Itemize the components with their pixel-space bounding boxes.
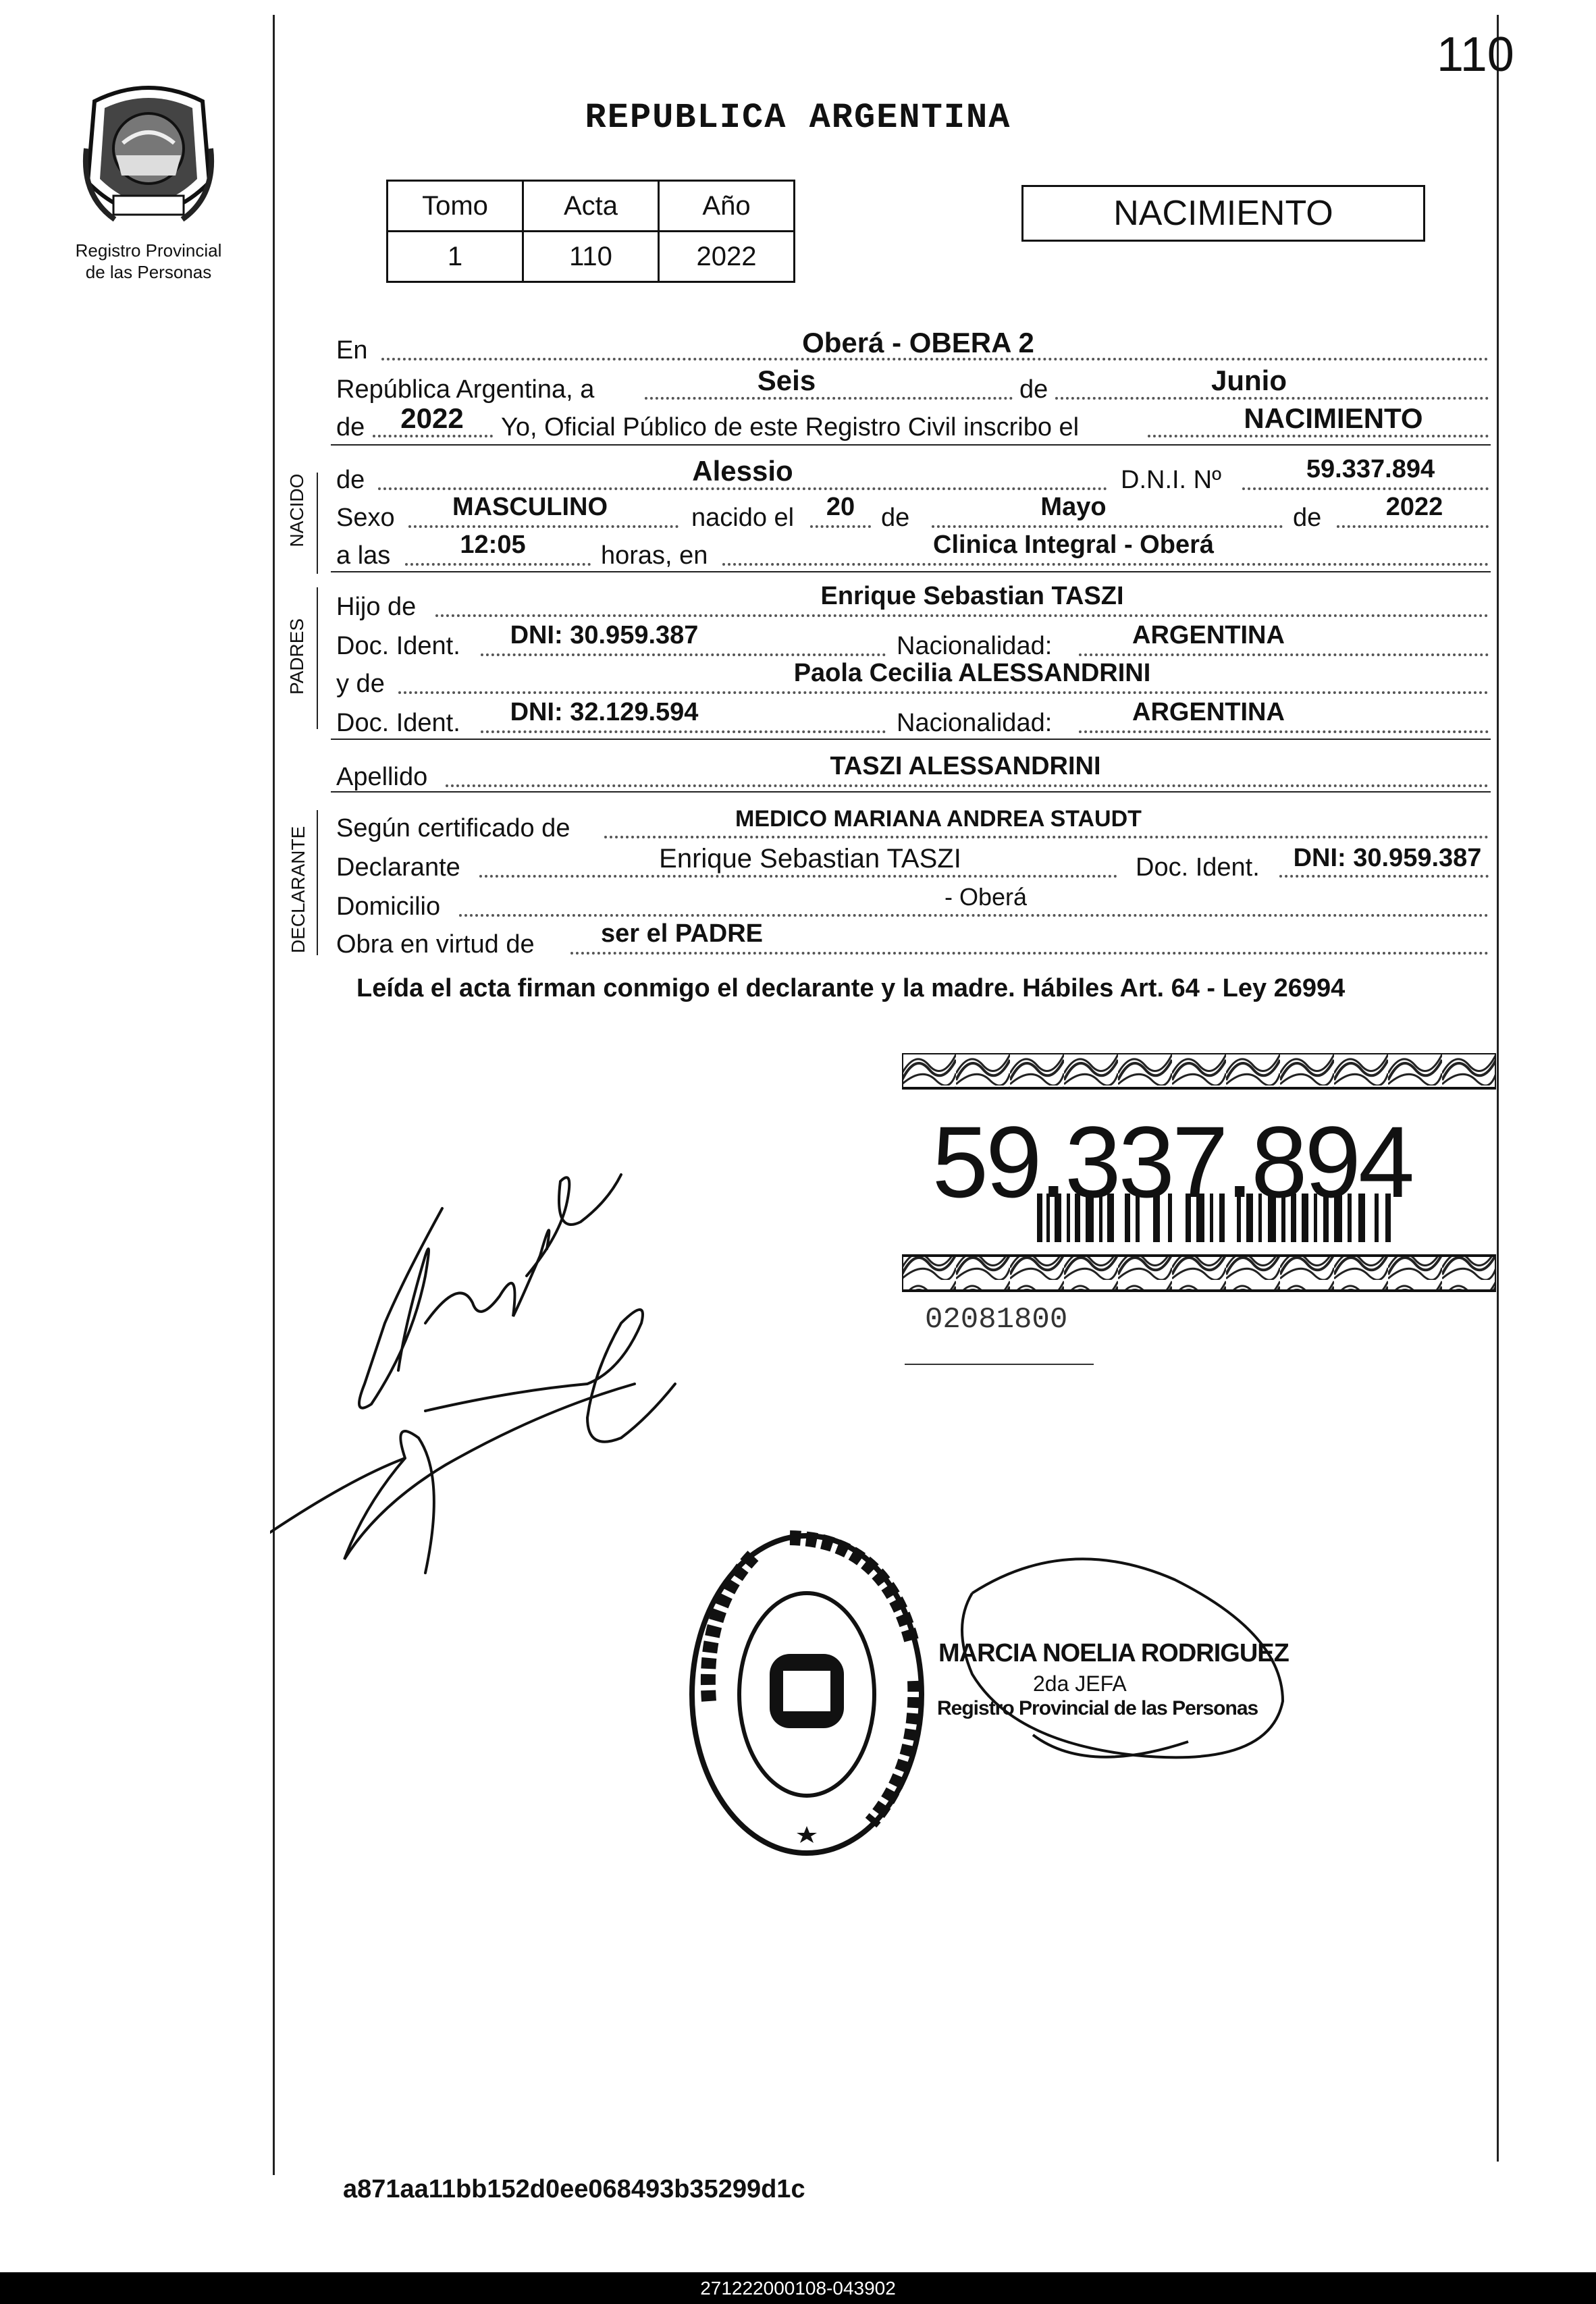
father-dots bbox=[435, 614, 1489, 617]
dni-stamp-number: 59.337.894 bbox=[932, 1105, 1412, 1218]
mother-dots bbox=[398, 691, 1489, 694]
mother-value: Paola Cecilia ALESSANDRINI bbox=[793, 659, 1151, 687]
day-value: Seis bbox=[757, 365, 816, 396]
year-dots bbox=[373, 435, 493, 437]
child-name-dots bbox=[378, 487, 1107, 490]
decl-doc-label: Doc. Ident. bbox=[1136, 853, 1260, 882]
mother-nat-value: ARGENTINA bbox=[1132, 698, 1285, 726]
ref-value-anio: 2022 bbox=[659, 232, 795, 282]
child-name-value: Alessio bbox=[692, 455, 793, 487]
birth-de2-label: de bbox=[1293, 504, 1322, 532]
dom-dots bbox=[459, 914, 1489, 917]
dni-stamp-serial: 02081800 bbox=[925, 1303, 1068, 1337]
official-role: 2da JEFA bbox=[1033, 1671, 1127, 1696]
cert-label: Según certificado de bbox=[336, 814, 570, 842]
birth-year-dots bbox=[1337, 525, 1489, 528]
mother-doc-dots bbox=[481, 730, 886, 733]
birth-day-dots bbox=[810, 525, 871, 528]
sex-label: Sexo bbox=[336, 504, 395, 532]
padres-section-label: PADRES bbox=[286, 618, 307, 695]
page-number: 110 bbox=[1437, 28, 1514, 82]
document-hash: a871aa11bb152d0ee068493b35299d1c bbox=[343, 2175, 805, 2203]
father-label: Hijo de bbox=[336, 593, 417, 621]
official-office: Registro Provincial de las Personas bbox=[937, 1697, 1258, 1719]
decl-dots bbox=[479, 875, 1117, 878]
separator-padres bbox=[331, 739, 1491, 740]
declarant-signature bbox=[270, 1100, 743, 1586]
virtue-dots bbox=[570, 952, 1489, 955]
record-type-box: NACIMIENTO bbox=[1021, 185, 1425, 242]
surname-label: Apellido bbox=[336, 763, 428, 791]
decl-value: Enrique Sebastian TASZI bbox=[659, 844, 961, 874]
provincia-misiones-seal-icon bbox=[74, 81, 223, 236]
dom-label: Domicilio bbox=[336, 892, 441, 921]
serial-underline bbox=[905, 1364, 1094, 1365]
surname-value: TASZI ALESSANDRINI bbox=[830, 752, 1101, 780]
birth-month-value: Mayo bbox=[1040, 493, 1107, 521]
year-de-label: de bbox=[336, 413, 365, 441]
mother-nat-dots bbox=[1079, 730, 1489, 733]
footer-code: 271222000108-043902 bbox=[0, 2272, 1596, 2304]
event-dots bbox=[1148, 435, 1489, 437]
country-title: REPUBLICA ARGENTINA bbox=[585, 98, 1011, 138]
decl-label: Declarante bbox=[336, 853, 460, 882]
child-name-label: de bbox=[336, 466, 365, 494]
month-dots bbox=[1055, 397, 1489, 400]
declarante-bracket bbox=[317, 810, 318, 955]
father-doc-label: Doc. Ident. bbox=[336, 632, 460, 660]
father-doc-dots bbox=[481, 653, 886, 656]
birth-de1-label: de bbox=[881, 504, 910, 532]
birth-year-value: 2022 bbox=[1385, 493, 1443, 521]
closing-text: Leída el acta firman conmigo el declarante y la madre. Hábiles Art. 64 - Ley 26994 bbox=[356, 974, 1346, 1002]
ref-value-acta: 110 bbox=[523, 232, 659, 282]
delegacion-registro-seal-icon bbox=[682, 1526, 932, 1863]
virtue-value: ser el PADRE bbox=[600, 919, 764, 948]
padres-bracket bbox=[317, 587, 318, 729]
child-dni-value: 59.337.894 bbox=[1306, 455, 1435, 483]
place-label: En bbox=[336, 336, 368, 365]
birth-day-value: 20 bbox=[826, 493, 855, 521]
nacido-bracket bbox=[317, 473, 318, 574]
decl-doc-dots bbox=[1279, 875, 1489, 878]
child-dni-label: D.N.I. Nº bbox=[1121, 466, 1221, 494]
birth-place-dots bbox=[722, 563, 1489, 566]
ref-value-tomo: 1 bbox=[388, 232, 523, 282]
mother-doc-value: DNI: 32.129.594 bbox=[510, 698, 699, 726]
father-nat-value: ARGENTINA bbox=[1132, 621, 1285, 649]
left-margin-line bbox=[273, 15, 275, 2175]
mother-label: y de bbox=[336, 670, 385, 698]
father-nat-dots bbox=[1079, 653, 1489, 656]
separator-top bbox=[331, 444, 1491, 446]
cert-value: MEDICO MARIANA ANDREA STAUDT bbox=[735, 806, 1142, 832]
logo-caption-line2: de las Personas bbox=[85, 262, 212, 282]
surname-dots bbox=[446, 784, 1489, 787]
father-nat-label: Nacionalidad: bbox=[897, 632, 1053, 660]
event-value: NACIMIENTO bbox=[1244, 402, 1423, 434]
birth-place-label: horas, en bbox=[601, 541, 708, 570]
mother-doc-label: Doc. Ident. bbox=[336, 709, 460, 737]
child-dni-dots bbox=[1242, 487, 1489, 490]
ref-header-anio: Año bbox=[659, 181, 795, 232]
father-value: Enrique Sebastian TASZI bbox=[820, 582, 1124, 610]
birth-month-dots bbox=[932, 525, 1283, 528]
official-name: MARCIA NOELIA RODRIGUEZ bbox=[938, 1639, 1289, 1667]
month-value: Junio bbox=[1211, 365, 1287, 396]
declarante-section-label: DECLARANTE bbox=[288, 826, 309, 953]
cert-dots bbox=[604, 836, 1489, 838]
nacido-section-label: NACIDO bbox=[286, 473, 307, 547]
right-margin-line bbox=[1497, 15, 1499, 2162]
ref-header-acta: Acta bbox=[523, 181, 659, 232]
dom-value: - Oberá bbox=[944, 883, 1028, 911]
reference-table bbox=[386, 180, 795, 283]
sex-dots bbox=[408, 525, 679, 528]
time-value: 12:05 bbox=[460, 531, 526, 559]
separator-surname bbox=[331, 791, 1491, 793]
virtue-label: Obra en virtud de bbox=[336, 930, 535, 959]
born-label: nacido el bbox=[691, 504, 795, 532]
time-dots bbox=[405, 563, 591, 566]
logo-caption-line1: Registro Provincial bbox=[75, 240, 222, 261]
time-label: a las bbox=[336, 541, 391, 570]
month-de-label: de bbox=[1019, 375, 1048, 404]
decl-doc-value: DNI: 30.959.387 bbox=[1293, 844, 1482, 872]
republic-label: República Argentina, a bbox=[336, 375, 595, 404]
day-dots bbox=[645, 397, 1013, 400]
place-value: Oberá - OBERA 2 bbox=[802, 327, 1034, 358]
year-value: 2022 bbox=[400, 402, 464, 434]
sex-value: MASCULINO bbox=[452, 493, 608, 521]
mother-nat-label: Nacionalidad: bbox=[897, 709, 1053, 737]
ref-header-tomo: Tomo bbox=[388, 181, 523, 232]
birth-place-value: Clinica Integral - Oberá bbox=[933, 531, 1214, 559]
inscription-text: Yo, Oficial Público de este Registro Civil inscribo el bbox=[501, 413, 1080, 441]
father-doc-value: DNI: 30.959.387 bbox=[510, 621, 699, 649]
separator-nacido bbox=[331, 571, 1491, 572]
